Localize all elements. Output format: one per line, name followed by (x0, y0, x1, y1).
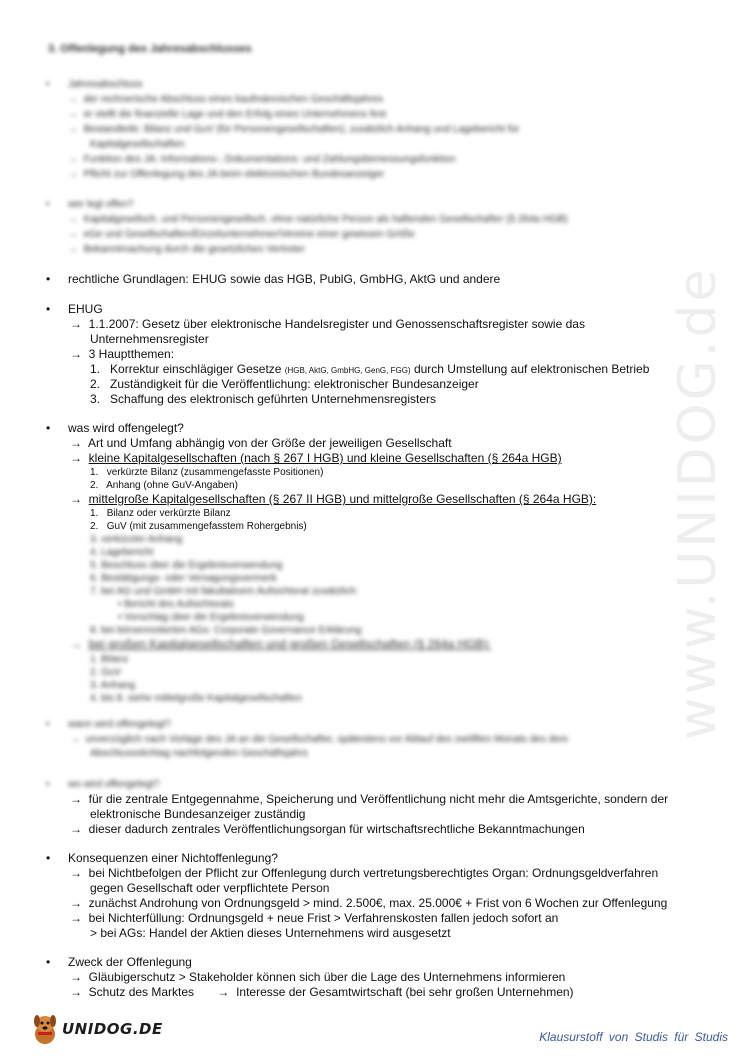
dog-mascot-icon (30, 1012, 60, 1046)
ehug-topic-2: 2. Zuständigkeit für die Veröffentlichung: elektronischer Bundesanzeiger (90, 377, 479, 391)
blurred-line: Kapitalgesellschaften (90, 139, 185, 150)
wo-line: → für die zentrale Entgegennahme, Speicherung und Veröffentlichung nicht mehr die Amtsgerichte, sondern der (70, 792, 669, 806)
konsequenzen-line: > bei AGs: Handel der Aktien dieses Unternehmens wird ausgesetzt (90, 926, 451, 940)
section-title: 3. Offenlegung des Jahresabschlusses (48, 43, 252, 55)
zweck-line: → Gläubigerschutz > Stakeholder können sich über die Lage des Unternehmens informieren (70, 970, 566, 984)
blurred-line: • wer legt offen? (68, 197, 133, 212)
wo-line: elektronische Bundesanzeiger zuständig (90, 807, 306, 821)
blurred-line: 4. bis 8. siehe mittelgroße Kapitalgesellschaften (90, 693, 302, 704)
konsequenzen-line: gegen Gesellschaft oder verpflichtete Person (90, 881, 330, 895)
zweck-line: → Schutz des Marktes → Interesse der Gesamtwirtschaft (bei sehr großen Unternehmen) (70, 985, 574, 999)
was-line: → mittelgroße Kapitalgesellschaften (§ 267 II HGB) und mittelgroße Gesellschaften (§ 264a HGB): (70, 492, 597, 506)
was-small-item: 2. Anhang (ohne GuV-Angaben) (90, 480, 238, 491)
konsequenzen-heading: • Konsequenzen einer Nichtoffenlegung? (68, 851, 278, 866)
watermark: www.UNIDOG.de (668, 266, 728, 740)
was-line: → kleine Kapitalgesellschaften (nach § 267 I HGB) und kleine Gesellschaften (§ 264a HGB) (70, 451, 562, 465)
blurred-line: → Kapitalgesellsch. und Personengesellsch. ohne natürliche Person als haftenden Gesellschafter (§ 264a HGB) (68, 214, 568, 225)
blurred-line: 8. bei börsennotierten AGs: Corporate Governance Erklärung (90, 625, 362, 636)
blurred-line: 5. Beschluss über die Ergebnisverwendung (90, 560, 283, 571)
blurred-line: 7. bei AG und GmbH mit fakultativem Aufsichtsrat zusätzlich: (90, 586, 359, 597)
unidog-logo (30, 1012, 163, 1046)
ehug-line: Unternehmensregister (90, 332, 209, 346)
blurred-line: → bei großen Kapitalgesellschaften und großen Gesellschaften (§ 264a HGB): (70, 637, 491, 651)
blurred-line: → Pflicht zur Offenlegung des JA beim elektronischen Bundesanzeiger (68, 169, 385, 180)
ehug-topic-1: 1. Korrektur einschlägiger Gesetze (HGB, AktG, GmbHG, GenG, FGG) durch Umstellung auf elektronischen Betrieb (90, 362, 650, 376)
blurred-line: • Bericht des Aufsichtsrats (118, 599, 234, 610)
ehug-heading: • EHUG (68, 302, 103, 317)
was-small-item: 1. Bilanz oder verkürzte Bilanz (90, 508, 231, 519)
blurred-line: • wo wird offengelegt? (68, 777, 160, 792)
konsequenzen-line: → zunächst Androhung von Ordnungsgeld > mind. 2.500€, max. 25.000€ + Frist von 6 Wochen zur Offenlegung (70, 896, 668, 910)
blurred-line: 3. Anhang (90, 680, 136, 691)
blurred-line: 4. Lagebericht (90, 547, 154, 558)
blurred-line: → er stellt die finanzielle Lage und den Erfolg eines Unternehmens fest (68, 109, 386, 120)
blurred-line: → Bekanntmachung durch die gesetzlichen Vertreter (68, 244, 305, 255)
blurred-line: Abschlussstichtag nachfolgenden Geschäftsjahrs (90, 748, 308, 759)
zweck-heading: • Zweck der Offenlegung (68, 955, 192, 970)
ehug-topic-3: 3. Schaffung des elektronisch geführten Unternehmensregisters (90, 392, 436, 406)
blurred-line: → eGe und Gesellschaften/Einzelunternehmer/Vereine einer gewissen Größe (68, 229, 415, 240)
blurred-line: → Bestandteile: Bilanz und GuV (für Personengesellschaften), zusätzlich Anhang und Lagebericht für (68, 124, 520, 135)
was-line: → Art und Umfang abhängig von der Größe der jeweiligen Gesellschaft (70, 436, 452, 450)
blurred-line: → Funktion des JA: Informations-, Dokumentations- und Zahlungsbemessungsfunktion (68, 154, 456, 165)
konsequenzen-line: → bei Nichtbefolgen der Pflicht zur Offenlegung durch vertretungsberechtigtes Organ: Ordnungsgeldverfahren (70, 866, 659, 880)
grundlagen-line: • rechtliche Grundlagen: EHUG sowie das HGB, PublG, GmbHG, AktG und andere (68, 272, 500, 287)
blurred-line: 1. Bilanz (90, 654, 129, 665)
blurred-line: • Vorschlag über die Ergebnisverwendung (118, 612, 304, 623)
blurred-line: 3. verkürzter Anhang (90, 534, 183, 545)
blurred-line: 2. GuV (90, 667, 122, 678)
wo-line: → dieser dadurch zentrales Veröffentlichungsorgan für wirtschaftsrechtliche Bekanntmachungen (70, 822, 585, 836)
konsequenzen-line: → bei Nichterfüllung: Ordnungsgeld + neue Frist > Verfahrenskosten fallen jedoch sofort an (70, 911, 559, 925)
was-heading: • was wird offengelegt? (68, 421, 184, 436)
logo-text: UNIDOG.DE (62, 1020, 163, 1038)
blurred-line: → unverzüglich nach Vorlage des JA an die Gesellschafter, spätestens vor Ablauf des zwölften Monats des dem (70, 734, 569, 745)
blurred-line: → der rechnerische Abschluss eines kaufmännischen Geschäftsjahres (68, 94, 384, 105)
footer-tagline: Klausurstoff von Studis für Studis (539, 1030, 728, 1044)
blurred-line: • wann wird offengelegt? (68, 717, 171, 732)
blurred-line: 6. Bestätigungs- oder Versagungsvermerk (90, 573, 277, 584)
blurred-line: • Jahresabschluss (68, 77, 142, 92)
was-small-item: 2. GuV (mit zusammengefasstem Rohergebnis) (90, 521, 307, 532)
was-small-item: 1. verkürzte Bilanz (zusammengefasste Positionen) (90, 467, 324, 478)
ehug-line: → 3 Hauptthemen: (70, 347, 175, 361)
ehug-line: → 1.1.2007: Gesetz über elektronische Handelsregister und Genossenschaftsregister sowie das (70, 317, 585, 331)
